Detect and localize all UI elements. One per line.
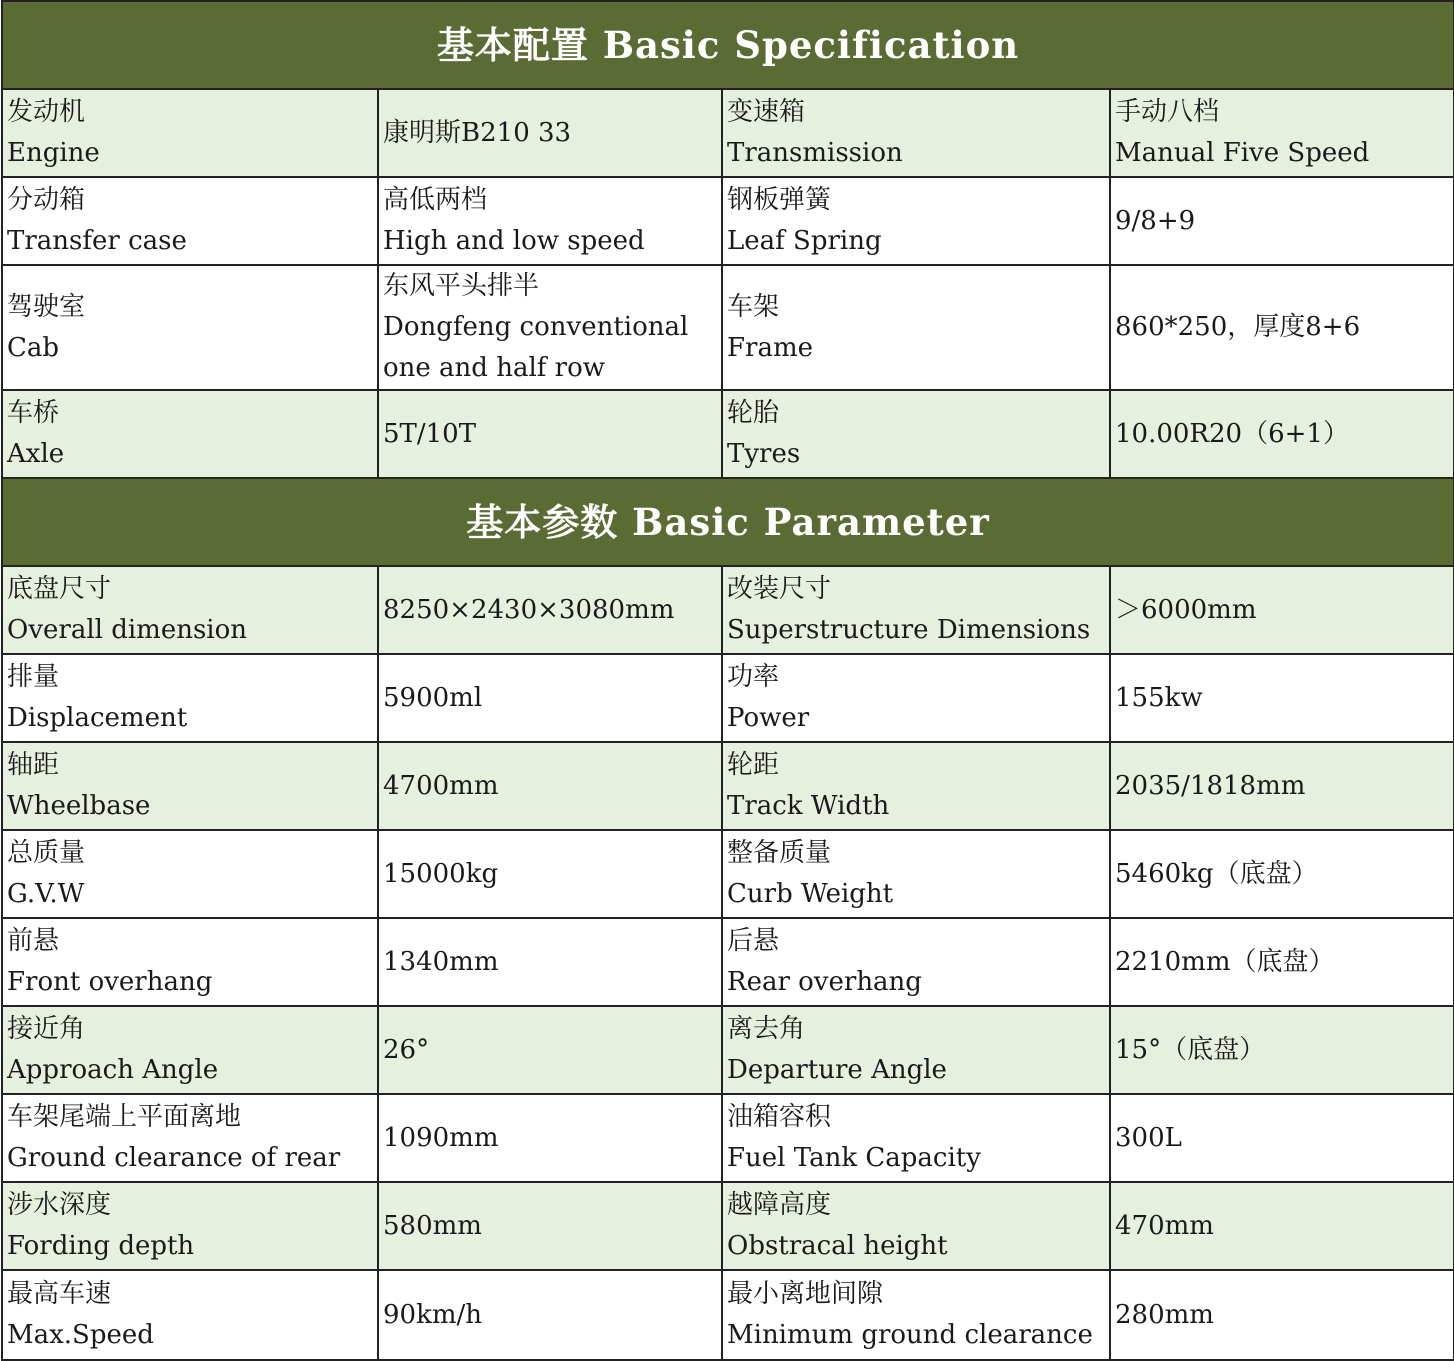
table-row <box>2 1182 1454 1270</box>
field-value-cell <box>1110 390 1454 478</box>
field-label-cell <box>722 1094 1110 1182</box>
value-text: 15°（底盘） <box>1115 1034 1266 1065</box>
field-label-cell <box>2 742 378 830</box>
field-label-cell <box>2 1094 378 1182</box>
field-value-cell <box>378 1006 722 1094</box>
label-chinese: 底盘尺寸 <box>7 574 112 604</box>
label-chinese: 轮胎 <box>727 398 780 428</box>
label-english: Max.Speed <box>7 1320 154 1350</box>
label-english: Frame <box>727 332 814 363</box>
label-chinese: 排量 <box>7 662 60 692</box>
field-value-cell <box>378 1182 722 1270</box>
label-english: Superstructure Dimensions <box>727 615 1091 645</box>
value-text: 15000kg <box>383 858 499 889</box>
field-label-cell <box>722 1006 1110 1094</box>
table-row <box>2 1094 1454 1182</box>
value-text: 康明斯B210 33 <box>383 117 572 148</box>
table-row <box>2 265 1454 390</box>
field-value-cell <box>378 918 722 1006</box>
label-english: Engine <box>7 138 100 168</box>
value-text: 2210mm（底盘） <box>1115 946 1335 977</box>
label-chinese: 东风平头排半 <box>383 271 540 301</box>
value-text: 9/8+9 <box>1115 205 1196 236</box>
field-value-cell <box>1110 89 1454 177</box>
field-value-cell <box>1110 742 1454 830</box>
field-label-cell <box>2 654 378 742</box>
label-chinese: 后悬 <box>727 926 780 956</box>
label-english: High and low speed <box>383 226 645 256</box>
field-label-cell <box>2 89 378 177</box>
label-chinese: 最小离地间隙 <box>727 1279 884 1309</box>
value-text: ＞6000mm <box>1115 594 1257 625</box>
label-english: Track Width <box>727 791 890 821</box>
field-value-cell <box>1110 830 1454 918</box>
label-chinese: 车桥 <box>7 398 60 428</box>
field-value-cell <box>378 89 722 177</box>
value-text: 580mm <box>383 1210 482 1241</box>
label-chinese: 越障高度 <box>727 1190 832 1220</box>
label-english: Cab <box>7 332 60 363</box>
field-label-cell <box>722 1182 1110 1270</box>
value-text: 860*250，厚度8+6 <box>1115 312 1361 342</box>
field-label-cell <box>2 830 378 918</box>
field-label-cell <box>2 918 378 1006</box>
label-english: Wheelbase <box>7 791 151 821</box>
field-label-cell <box>722 177 1110 265</box>
field-value-cell <box>1110 1182 1454 1270</box>
label-english: Dongfeng conventional one and half row <box>383 312 689 383</box>
value-text: 280mm <box>1115 1299 1214 1330</box>
label-chinese: 车架尾端上平面离地 <box>7 1102 242 1132</box>
table-row <box>2 390 1454 478</box>
value-text: 1340mm <box>383 946 499 977</box>
label-english: Ground clearance of rear <box>7 1143 341 1173</box>
section-header-spec <box>2 1 1454 89</box>
field-value-cell <box>1110 654 1454 742</box>
section-title-params: 基本参数 Basic Parameter <box>2 478 1454 566</box>
label-chinese: 功率 <box>727 662 780 692</box>
label-chinese: 高低两档 <box>383 185 488 215</box>
label-english: Axle <box>7 439 65 469</box>
table-row <box>2 830 1454 918</box>
value-text: 155kw <box>1115 682 1203 713</box>
field-value-cell <box>378 742 722 830</box>
value-text: 470mm <box>1115 1210 1214 1241</box>
field-label-cell <box>2 566 378 654</box>
value-text: 2035/1818mm <box>1115 770 1306 801</box>
label-english: Front overhang <box>7 967 213 997</box>
field-label-cell <box>722 390 1110 478</box>
label-english: G.V.W <box>7 879 85 909</box>
field-label-cell <box>2 390 378 478</box>
spec-table-body <box>2 1 1454 1360</box>
table-row <box>2 654 1454 742</box>
field-label-cell <box>2 1006 378 1094</box>
field-label-cell <box>2 1270 378 1360</box>
value-text: 26° <box>383 1034 430 1065</box>
table-row <box>2 742 1454 830</box>
table-row <box>2 918 1454 1006</box>
field-label-cell <box>722 265 1110 390</box>
section-header-params <box>2 478 1454 566</box>
table-row <box>2 177 1454 265</box>
label-english: Transmission <box>727 138 903 168</box>
label-chinese: 分动箱 <box>7 185 86 215</box>
label-english: Transfer case <box>7 226 187 256</box>
label-chinese: 涉水深度 <box>7 1190 112 1220</box>
label-chinese: 钢板弹簧 <box>727 185 832 215</box>
label-chinese: 轴距 <box>7 750 60 780</box>
field-value-cell <box>378 654 722 742</box>
label-chinese: 车架 <box>727 291 780 322</box>
field-label-cell <box>722 918 1110 1006</box>
label-chinese: 前悬 <box>7 926 60 956</box>
label-english: Departure Angle <box>727 1055 947 1085</box>
field-value-cell <box>1110 566 1454 654</box>
label-english: Minimum ground clearance <box>727 1320 1093 1350</box>
spec-table <box>1 0 1454 1361</box>
value-text: 5900ml <box>383 682 483 713</box>
field-value-cell <box>1110 177 1454 265</box>
field-value-cell <box>378 830 722 918</box>
value-text: 4700mm <box>383 770 499 801</box>
table-row <box>2 1006 1454 1094</box>
field-label-cell <box>722 1270 1110 1360</box>
label-english: Manual Five Speed <box>1115 138 1370 168</box>
label-english: Tyres <box>727 439 801 469</box>
label-english: Rear overhang <box>727 967 922 997</box>
label-chinese: 发动机 <box>7 97 86 127</box>
label-chinese: 总质量 <box>7 838 86 868</box>
label-chinese: 离去角 <box>727 1014 806 1044</box>
field-value-cell <box>378 390 722 478</box>
value-text: 1090mm <box>383 1122 499 1153</box>
value-text: 10.00R20（6+1） <box>1115 418 1349 449</box>
field-label-cell <box>722 89 1110 177</box>
label-english: Displacement <box>7 703 188 733</box>
field-label-cell <box>2 1182 378 1270</box>
section-title-spec: 基本配置 Basic Specification <box>2 1 1454 89</box>
label-english: Curb Weight <box>727 879 894 909</box>
field-value-cell <box>1110 918 1454 1006</box>
value-text: 300L <box>1115 1122 1182 1153</box>
field-value-cell <box>378 265 722 390</box>
field-label-cell <box>722 830 1110 918</box>
field-label-cell <box>2 177 378 265</box>
label-chinese: 接近角 <box>7 1014 86 1044</box>
field-value-cell <box>378 1094 722 1182</box>
label-chinese: 油箱容积 <box>727 1102 832 1132</box>
value-text: 90km/h <box>383 1299 482 1330</box>
field-value-cell <box>1110 1006 1454 1094</box>
field-label-cell <box>722 654 1110 742</box>
label-chinese: 改装尺寸 <box>727 574 832 604</box>
field-value-cell <box>1110 1270 1454 1360</box>
label-english: Power <box>727 703 810 733</box>
field-label-cell <box>722 742 1110 830</box>
label-english: Leaf Spring <box>727 226 882 256</box>
label-english: Approach Angle <box>7 1055 219 1085</box>
field-value-cell <box>378 177 722 265</box>
value-text: 5T/10T <box>383 418 477 449</box>
field-label-cell <box>722 566 1110 654</box>
label-chinese: 轮距 <box>727 750 780 780</box>
label-english: Obstracal height <box>727 1231 948 1261</box>
field-value-cell <box>378 1270 722 1360</box>
value-text: 5460kg（底盘） <box>1115 858 1318 889</box>
label-chinese: 变速箱 <box>727 97 806 127</box>
label-chinese: 驾驶室 <box>7 291 86 322</box>
label-chinese: 整备质量 <box>727 838 832 868</box>
table-row <box>2 1270 1454 1360</box>
table-row <box>2 566 1454 654</box>
field-value-cell <box>378 566 722 654</box>
label-english: Overall dimension <box>7 615 248 645</box>
label-chinese: 手动八档 <box>1115 97 1220 127</box>
field-value-cell <box>1110 1094 1454 1182</box>
field-value-cell <box>1110 265 1454 390</box>
value-text: 8250×2430×3080mm <box>383 594 675 625</box>
field-label-cell <box>2 265 378 390</box>
label-english: Fording depth <box>7 1231 195 1261</box>
table-row <box>2 89 1454 177</box>
label-chinese: 最高车速 <box>7 1279 112 1309</box>
label-english: Fuel Tank Capacity <box>727 1143 981 1173</box>
